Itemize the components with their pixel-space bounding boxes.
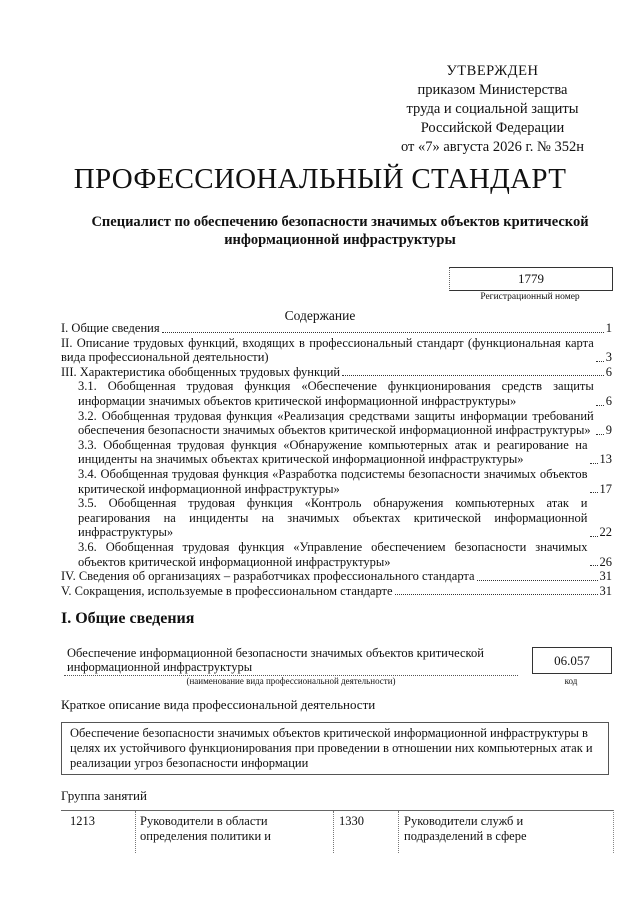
toc-entry-page: 9 (605, 423, 612, 438)
toc-entry-page: 31 (599, 583, 612, 598)
table-of-contents (61, 321, 612, 598)
toc-entry[interactable] (61, 365, 612, 380)
toc-entry[interactable] (61, 379, 612, 408)
approval-line-3: Российской Федерации (420, 120, 565, 136)
toc-leader (596, 434, 604, 435)
toc-entry-text: 3.4. Обобщенная трудовая функция «Разработка подсистемы безопасности значимых объектов критической информационной инфраструктуры» (78, 466, 588, 496)
toc-entry-text: II. Описание трудовых функций, входящих в профессиональный стандарт (функциональная карта вида профессиональной деятельности) (61, 335, 594, 365)
standard-subtitle: Специалист по обеспечению безопасности значимых объектов критической информационной инфраструктуры (91, 214, 589, 248)
occupation-code: 1330 (339, 814, 364, 828)
occupation-group-table (61, 810, 614, 853)
toc-entry[interactable] (61, 584, 612, 599)
toc-leader (342, 375, 604, 376)
toc-entry[interactable] (61, 540, 612, 569)
toc-leader (596, 361, 604, 362)
approval-label: УТВЕРЖДЕН (446, 63, 539, 79)
approval-line-2: труда и социальной защиты (406, 101, 579, 117)
toc-entry-page: 1 (605, 321, 612, 335)
table-divider (333, 811, 334, 853)
toc-entry[interactable] (61, 336, 612, 365)
toc-entry-page: 22 (599, 525, 612, 540)
toc-entry-page: 6 (605, 364, 612, 379)
activity-kind-name: Обеспечение информационной безопасности значимых объектов критической информационной инфраструктуры (67, 646, 484, 674)
toc-entry-page: 13 (599, 452, 612, 467)
toc-entry[interactable] (61, 569, 612, 584)
toc-leader (477, 580, 598, 581)
toc-leader (590, 536, 598, 537)
document-title: ПРОФЕССИОНАЛЬНЫЙ СТАНДАРТ (73, 163, 567, 195)
table-divider (398, 811, 399, 853)
registration-number-box: 1779 (449, 267, 613, 291)
toc-entry-text: IV. Сведения об организациях – разработчиках профессионального стандарта (61, 569, 475, 584)
toc-entry-text: 3.6. Обобщенная трудовая функция «Управление обеспечением безопасности значимых объектов критической информационной инфраструктуры» (78, 539, 588, 569)
toc-entry-text: I. Общие сведения (61, 321, 160, 335)
approval-block (380, 62, 605, 157)
approval-line-4: от «7» августа 2026 г. № 352н (400, 139, 585, 155)
toc-entry-text: III. Характеристика обобщенных трудовых функций (61, 364, 341, 379)
activity-kind-caption: (наименование вида профессиональной деятельности) (186, 676, 396, 686)
section-heading: I. Общие сведения (61, 610, 195, 627)
toc-entry-page: 17 (599, 481, 612, 496)
occupation-code: 1213 (70, 814, 95, 828)
toc-entry-page: 3 (605, 350, 612, 365)
registration-number-label: Регистрационный номер (480, 292, 580, 302)
table-divider (135, 811, 136, 853)
toc-entry[interactable] (61, 467, 612, 496)
toc-leader (596, 405, 604, 406)
toc-entry-text: 3.2. Обобщенная трудовая функция «Реализация средствами защиты информации требований обеспечения безопасности значимых объектов критической информационной инфраструктуры» (78, 408, 594, 438)
toc-leader (590, 565, 598, 566)
toc-entry-text: 3.5. Обобщенная трудовая функция «Контроль обнаружения компьютерных атак и реагирования на инциденты на значимых объектах критической информационной инфраструктуры» (78, 496, 588, 540)
approval-line-1: приказом Министерства (417, 82, 568, 98)
toc-entry-text: V. Сокращения, используемые в профессиональном стандарте (61, 583, 393, 598)
occupation-group-title: Группа занятий (61, 788, 147, 803)
toc-leader (590, 463, 598, 464)
toc-entry[interactable] (61, 321, 612, 336)
toc-entry[interactable] (61, 438, 612, 467)
toc-entry-page: 6 (605, 393, 612, 408)
activity-code-box: 06.057 (532, 647, 612, 674)
occupation-name: Руководители в области определения политики и (140, 814, 271, 843)
brief-description-title: Краткое описание вида профессиональной деятельности (61, 697, 376, 712)
activity-code-caption: код (564, 676, 578, 686)
toc-heading: Содержание (284, 308, 356, 323)
toc-leader (162, 332, 604, 333)
toc-entry-page: 26 (599, 554, 612, 569)
toc-entry[interactable] (61, 409, 612, 438)
brief-description-box: Обеспечение безопасности значимых объектов критической информационной инфраструктуры в целях их устойчивого функционирования при проведении в отношении них компьютерных атак и реализации угроз безопасности информации (61, 722, 609, 775)
toc-entry-page: 31 (599, 569, 612, 584)
toc-leader (590, 492, 598, 493)
toc-entry-text: 3.1. Обобщенная трудовая функция «Обеспечение функционирования средств защиты информации значимых объектов критической информационной инфраструктуры» (78, 379, 594, 408)
occupation-name: Руководители служб и подразделений в сфере (404, 814, 527, 843)
toc-entry-text: 3.3. Обобщенная трудовая функция «Обнаружение компьютерных атак и реагирование на инциденты на значимых объектах критической информационной инфраструктуры» (78, 437, 588, 467)
toc-leader (395, 594, 598, 595)
toc-entry[interactable] (61, 496, 612, 540)
